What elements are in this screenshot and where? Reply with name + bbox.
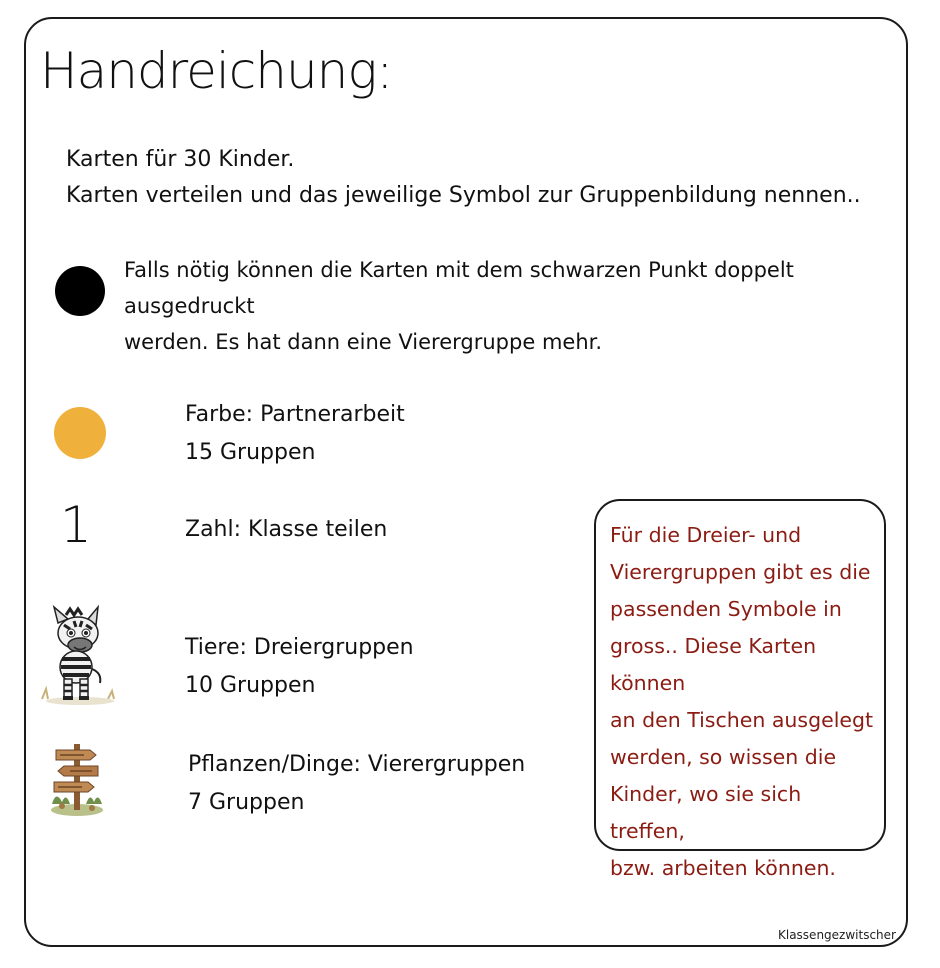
item-tiere-label: Tiere: Dreiergruppen <box>185 635 414 660</box>
brand-label: Klassengezwitscher <box>778 928 896 942</box>
item-farbe-label: Farbe: Partnerarbeit <box>185 402 405 427</box>
note-line: passenden Symbole in <box>610 597 842 621</box>
item-pflanzen-groups: 7 Gruppen <box>188 790 305 815</box>
note-box <box>594 499 886 880</box>
item-tiere <box>185 629 414 705</box>
yellow-dot-icon <box>54 407 106 459</box>
note-line: Für die Dreier- und <box>610 523 802 547</box>
signpost-icon <box>46 738 108 818</box>
intro-text <box>66 142 861 214</box>
black-dot-note-line-1: Falls nötig können die Karten mit dem schwarzen Punkt doppelt ausgedruckt <box>124 258 794 318</box>
note-line: gross.. Diese Karten können <box>610 634 817 695</box>
item-farbe <box>185 396 405 472</box>
item-zahl <box>185 511 387 549</box>
page-title: Handreichung: <box>40 42 393 100</box>
intro-line-instructions: Karten verteilen und das jeweilige Symbol zur Gruppenbildung nennen.. <box>66 183 861 208</box>
item-tiere-groups: 10 Gruppen <box>185 673 316 698</box>
item-pflanzen <box>188 746 525 822</box>
note-line: Vierergruppen gibt es die <box>610 560 871 584</box>
black-dot-note <box>124 252 884 360</box>
zebra-icon <box>36 603 120 707</box>
item-zahl-label: Zahl: Klasse teilen <box>185 517 388 542</box>
note-line: bzw. arbeiten können. <box>610 856 836 880</box>
note-line: werden, so wissen die <box>610 745 837 769</box>
item-pflanzen-label: Pflanzen/Dinge: Vierergruppen <box>188 752 526 777</box>
intro-line-cards-count: Karten für 30 Kinder. <box>66 147 295 172</box>
black-dot-icon <box>55 266 105 316</box>
number-one-symbol: 1 <box>60 496 92 554</box>
item-farbe-groups: 15 Gruppen <box>185 440 316 465</box>
black-dot-note-line-2: werden. Es hat dann eine Vierergruppe mehr. <box>124 330 603 354</box>
note-line: an den Tischen ausgelegt <box>610 708 874 732</box>
note-line: Kinder, wo sie sich treffen, <box>610 782 802 843</box>
